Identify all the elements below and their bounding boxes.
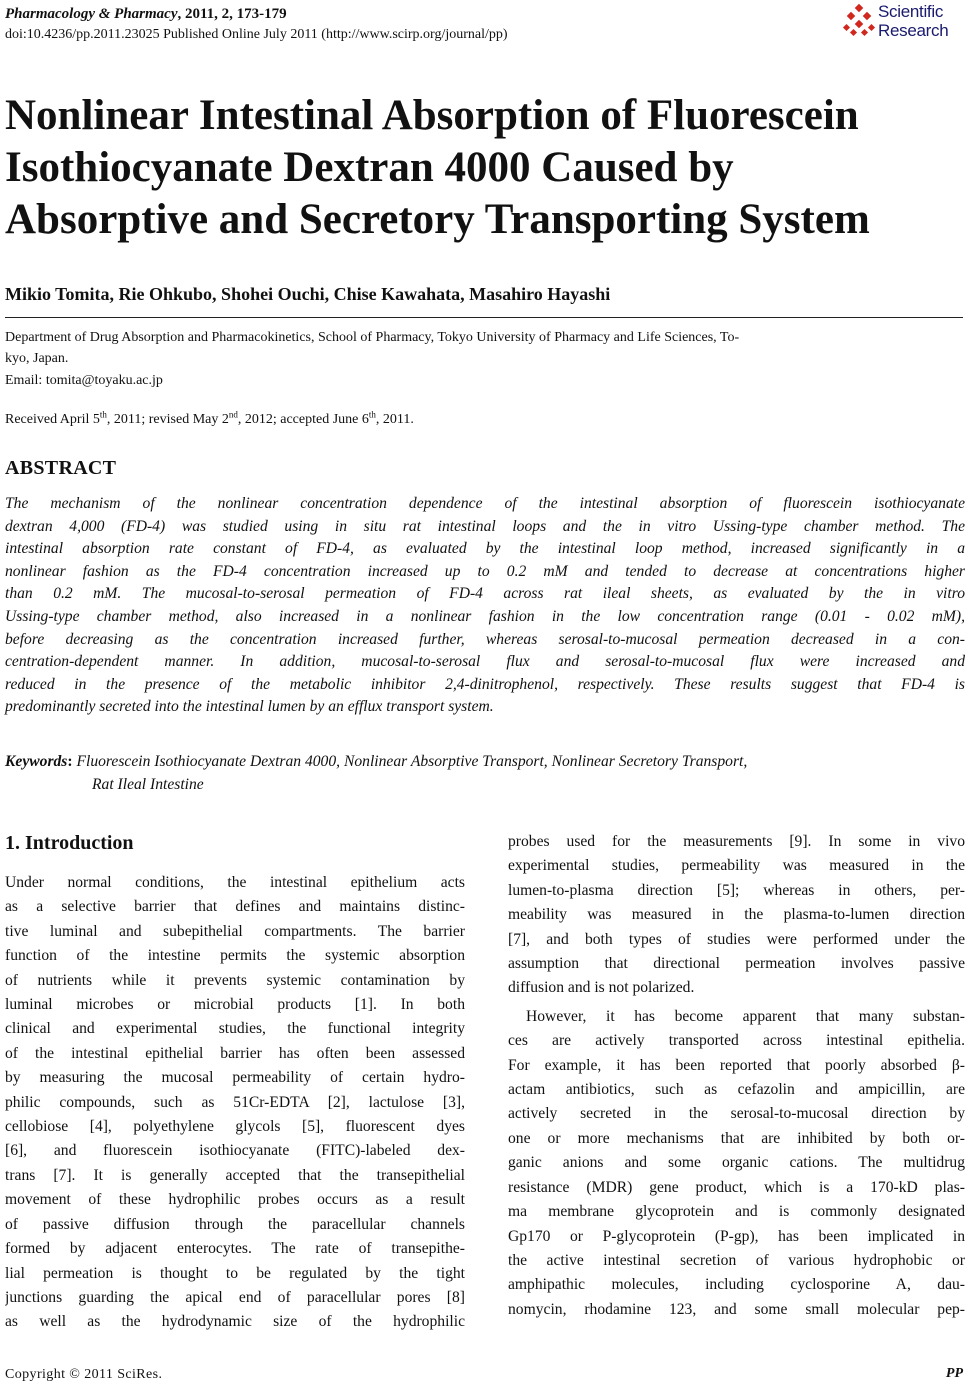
- logo-wordmark: [878, 2, 948, 40]
- abstract-line: centration-dependent manner. In addition, mucosal-to-serosal flux and serosal-to-mucosal flux were increased and: [5, 653, 965, 671]
- body-line: function of the intestine permits the systemic absorption: [5, 947, 465, 965]
- abstract-line: intestinal absorption rate constant of FD-4, as evaluated by the intestinal loop method, increased significantly in a: [5, 540, 965, 558]
- ordinal-suffix: th: [368, 409, 376, 420]
- title-line: Nonlinear Intestinal Absorption of Fluorescein: [5, 92, 859, 139]
- body-line: formed by adjacent enterocytes. The rate of transepithe-: [5, 1240, 465, 1258]
- body-line: movement of these hydrophilic probes occurs as a result: [5, 1191, 465, 1209]
- affiliation-line: kyo, Japan.: [5, 351, 69, 366]
- journal-volume: , 2011, 2, 173-179: [177, 6, 287, 22]
- body-line: experimental studies, permeability was measured in the: [508, 857, 965, 875]
- affiliation: [5, 327, 963, 369]
- keywords-line: Rat Ileal Intestine: [92, 776, 204, 793]
- revised-text: , 2011; revised May 2: [106, 412, 229, 427]
- body-line: luminal microbes or microbial products [1]. In both: [5, 996, 465, 1014]
- affiliation-line: Department of Drug Absorption and Pharmacokinetics, School of Pharmacy, Tokyo University of Pharmacy and Life Sciences, To-: [5, 330, 740, 345]
- abstract-line: The mechanism of the nonlinear concentration dependence of the intestinal absorption of fluorescein isothiocyanate: [5, 495, 965, 512]
- body-line: probes used for the measurements [9]. In some in vivo: [508, 833, 965, 850]
- body-line: diffusion and is not polarized.: [508, 979, 695, 997]
- body-line: of passive diffusion through the paracellular channels: [5, 1215, 465, 1233]
- body-line: philic compounds, such as 51Cr-EDTA [2], lactulose [3],: [5, 1093, 465, 1111]
- body-line: resistance (MDR) gene product, which is a 170-kD plas-: [508, 1178, 965, 1196]
- body-line: lial permeation is thought to be regulated by the tight: [5, 1264, 465, 1282]
- journal-abbreviation: PP: [945, 1366, 963, 1381]
- body-line: of nutrients while it prevents systemic contamination by: [5, 971, 465, 989]
- section-heading: 1. Introduction: [5, 832, 134, 854]
- received-text: Received April 5: [5, 412, 100, 427]
- body-line: ma membrane glycoprotein and is commonly designated: [508, 1203, 965, 1221]
- body-line: amphipathic molecules, including cyclosporine A, dau-: [508, 1276, 965, 1294]
- body-line: cellobiose [4], polyethylene glycols [5], fluorescent dyes: [5, 1118, 465, 1136]
- accepted-text: , 2012; accepted June 6: [237, 412, 369, 427]
- body-line: as a selective barrier that defines and maintains distinc-: [5, 898, 465, 916]
- abstract-line: than 0.2 mM. The mucosal-to-serosal permeation of FD-4 across rat ileal sheets, as evaluated by the in vitro: [5, 585, 965, 603]
- body-line: nomycin, rhodamine 123, and some small molecular pep-: [508, 1300, 965, 1318]
- logo-line-1: Scientific: [878, 2, 944, 21]
- ordinal-suffix: th: [99, 409, 107, 420]
- title-line: Absorptive and Secretory Transporting System: [5, 196, 870, 243]
- body-line: For example, it has been reported that poorly absorbed β-: [508, 1056, 965, 1074]
- abstract-line: dextran 4,000 (FD-4) was studied using in situ rat intestinal loops and the in vitro Ussing-type chamber method. The: [5, 517, 965, 535]
- publisher-logo: [842, 2, 964, 44]
- body-line: Under normal conditions, the intestinal epithelium acts: [5, 874, 465, 891]
- journal-name: Pharmacology & Pharmacy: [5, 6, 178, 22]
- article-title: [5, 90, 960, 246]
- body-line: junctions guarding the apical end of paracellular pores [8]: [5, 1288, 465, 1306]
- body-line: one or more mechanisms that are inhibited by both or-: [508, 1129, 965, 1147]
- body-line: trans [7]. It is generally accepted that the transepithelial: [5, 1166, 465, 1184]
- abstract-line: reduced in the presence of the metabolic inhibitor 2,4-dinitrophenol, respectively. These results suggest that FD-4 is: [5, 675, 965, 693]
- body-line: actively secreted in the serosal-to-mucosal direction by: [508, 1105, 965, 1123]
- body-line: actam antibiotics, such as cefazolin and ampicillin, are: [508, 1081, 965, 1099]
- body-line: However, it has become apparent that many substan-: [526, 1007, 965, 1025]
- received-dates: [5, 410, 414, 430]
- body-line: ganic anions and some organic cations. The multidrug: [508, 1154, 965, 1172]
- abstract-line: Ussing-type chamber method, also increased in a nonlinear fashion in the low concentration range (0.01 - 0.02 mM),: [5, 607, 965, 625]
- ordinal-suffix: nd: [228, 409, 238, 420]
- body-line: tive luminal and subepithelial compartments. The barrier: [5, 922, 465, 940]
- body-line: [6], and fluorescein isothiocyanate (FITC)-labeled dex-: [5, 1142, 465, 1160]
- abstract-line: before decreasing as the concentration increased further, whereas serosal-to-mucosal permeation decreased in a con-: [5, 630, 965, 648]
- body-line: clinical and experimental studies, the functional integrity: [5, 1020, 465, 1038]
- keywords-label: Keywords: [5, 753, 68, 770]
- body-line: by measuring the mucosal permeability of certain hydro-: [5, 1069, 465, 1087]
- header-divider: [5, 317, 963, 318]
- logo-line-2: Research: [878, 21, 949, 40]
- left-column: [5, 871, 465, 1335]
- scientific-research-logo-icon: [842, 3, 876, 41]
- copyright-notice: Copyright © 2011 SciRes.: [5, 1367, 163, 1382]
- body-line: ces are actively transported across intestinal epithelia.: [508, 1032, 965, 1050]
- contact-email: Email: tomita@toyaku.ac.jp: [5, 373, 163, 388]
- abstract-body: [5, 493, 965, 719]
- abstract-line: predominantly secreted into the intestinal lumen by an efflux transport system.: [5, 698, 494, 716]
- body-line: the active intestinal secretion of various hydrophobic or: [508, 1251, 965, 1269]
- journal-citation: [5, 4, 287, 24]
- author-list: Mikio Tomita, Rie Ohkubo, Shohei Ouchi, Chise Kawahata, Masahiro Hayashi: [5, 284, 611, 304]
- keywords: Keywords: Fluorescein Isothiocyanate Dextran 4000, Nonlinear Absorptive Transport, Nonlinear Secretory Transport, Rat Ileal Intestine: [5, 750, 965, 796]
- title-line: Isothiocyanate Dextran 4000 Caused by: [5, 144, 734, 191]
- body-line: assumption that directional permeation involves passive: [508, 955, 965, 973]
- body-line: [7], and both types of studies were performed under the: [508, 930, 965, 948]
- body-line: of the intestinal epithelial barrier has often been assessed: [5, 1044, 465, 1062]
- abstract-heading: ABSTRACT: [5, 457, 117, 479]
- keywords-line: Fluorescein Isothiocyanate Dextran 4000, Nonlinear Absorptive Transport, Nonlinear Secretory Transport,: [76, 753, 748, 770]
- body-line: lumen-to-plasma direction [5]; whereas in others, per-: [508, 881, 965, 899]
- body-line: meability was measured in the plasma-to-lumen direction: [508, 906, 965, 924]
- body-line: Gp170 or P-glycoprotein (P-gp), has been implicated in: [508, 1227, 965, 1245]
- abstract-line: nonlinear fashion as the FD-4 concentration increased up to 0.2 mM and tended to decrease at concentrations higher: [5, 562, 965, 580]
- body-line: as well as the hydrodynamic size of the hydrophilic: [5, 1313, 465, 1331]
- right-column: [508, 830, 965, 1322]
- year-text: , 2011.: [375, 412, 414, 427]
- doi-line: doi:10.4236/pp.2011.23025 Published Online July 2011 (http://www.scirp.org/journal/pp): [5, 27, 508, 42]
